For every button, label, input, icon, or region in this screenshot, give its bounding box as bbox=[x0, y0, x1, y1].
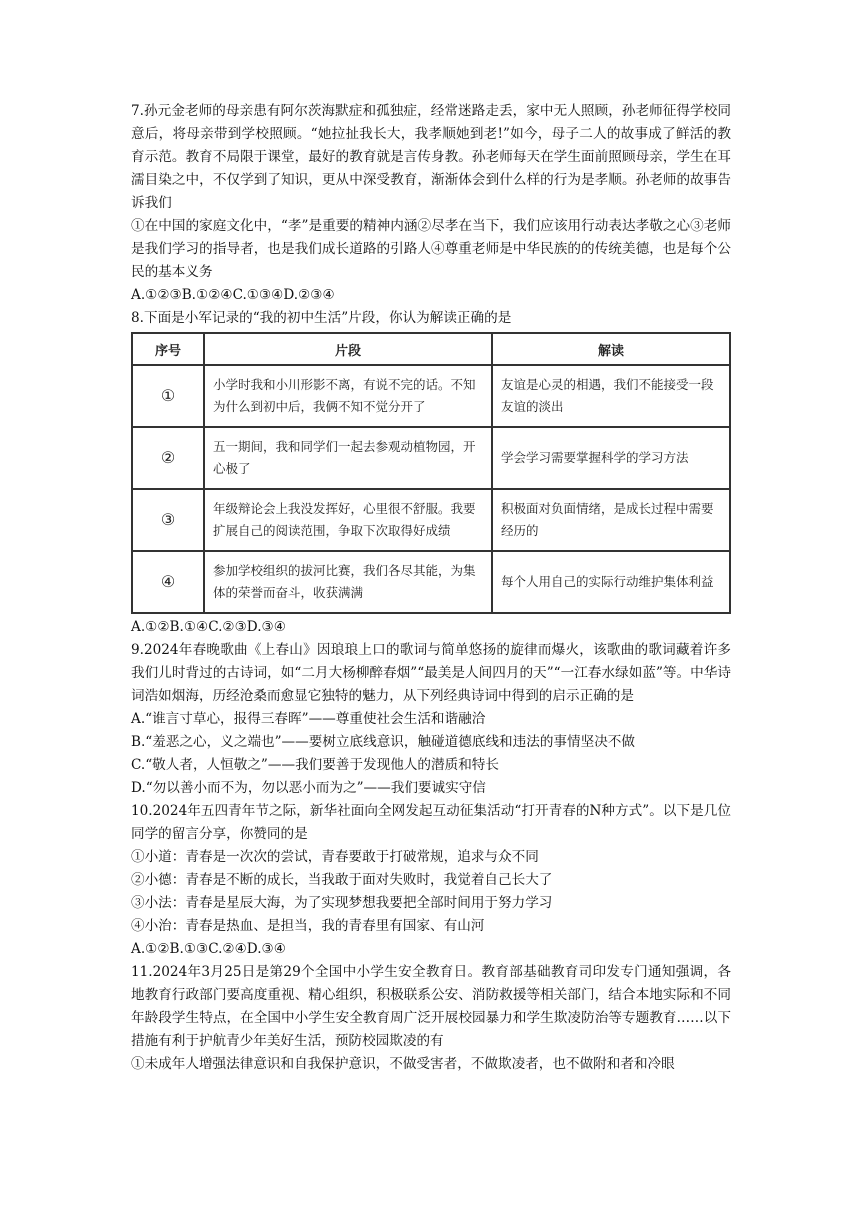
row-reading: 积极面对负面情绪，是成长过程中需要经历的 bbox=[492, 489, 730, 551]
q10-statement-1: ①小道：青春是一次次的尝试，青春要敢于打破常规，追求与众不同 bbox=[131, 849, 539, 865]
header-number: 序号 bbox=[132, 333, 204, 365]
exam-page bbox=[131, 100, 731, 1076]
table-header-row bbox=[132, 333, 730, 365]
row-number: ③ bbox=[132, 489, 204, 551]
q11-statement-1: ①未成年人增强法律意识和自我保护意识，不做受害者，不做欺凌者，也不做附和者和冷眼 bbox=[131, 1056, 675, 1072]
row-number: ② bbox=[132, 427, 204, 489]
q7-options: A.①②③B.①②④C.①③④D.②③④ bbox=[131, 287, 335, 303]
q11-stem: 11.2024年3月25日是第29个全国中小学生安全教育日。教育部基础教育司印发专门通知强调，各地教育行政部门要高度重视、精心组织，积极联系公安、消防救援等相关部门，结合本地实际和不同年龄段学生特点，在全国中小学生安全教育周广泛开展校园暴力和学生欺凌防治等专题教育……以下措施有利于护航青少年美好生活，预防校园欺凌的有 bbox=[131, 964, 731, 1049]
table-row bbox=[132, 427, 730, 489]
question-8 bbox=[131, 307, 731, 639]
question-11 bbox=[131, 961, 731, 1076]
q9-option-b: B.“羞恶之心，义之端也”——要树立底线意识，触碰道德底线和违法的事情坚决不做 bbox=[131, 734, 635, 750]
row-number: ① bbox=[132, 365, 204, 427]
question-10 bbox=[131, 800, 731, 961]
q8-stem: 8.下面是小军记录的“我的初中生活”片段，你认为解读正确的是 bbox=[131, 310, 512, 326]
q10-options: A.①②B.①③C.②④D.③④ bbox=[131, 941, 286, 957]
row-fragment: 参加学校组织的拔河比赛，我们各尽其能，为集体的荣誉而奋斗，收获满满 bbox=[204, 551, 492, 613]
q7-stem: 7.孙元金老师的母亲患有阿尔茨海默症和孤独症，经常迷路走丢，家中无人照顾，孙老师征得学校同意后，将母亲带到学校照顾。“她拉扯我长大，我孝顺她到老!”如今，母子二人的故事成了鲜活的教育示范。教育不局限于课堂，最好的教育就是言传身教。孙老师每天在学生面前照顾母亲，学生在耳濡目染之中，不仅学到了知识，更从中深受教育，渐渐体会到什么样的行为是孝顺。孙老师的故事告诉我们 bbox=[131, 103, 731, 211]
row-number: ④ bbox=[132, 551, 204, 613]
q9-stem: 9.2024年春晚歌曲《上春山》因琅琅上口的歌词与简单悠扬的旋律而爆火，该歌曲的歌词藏着许多我们儿时背过的古诗词，如“二月大杨柳醉春烟”“最美是人间四月的天”“一江春水绿如蓝”等。中华诗词浩如烟海，历经沧桑而愈显它独特的魅力，从下列经典诗词中得到的启示正确的是 bbox=[131, 642, 731, 704]
row-reading: 学会学习需要掌握科学的学习方法 bbox=[492, 427, 730, 489]
table-row bbox=[132, 365, 730, 427]
table-row bbox=[132, 489, 730, 551]
q7-statements: ①在中国的家庭文化中，“孝”是重要的精神内涵②尽孝在当下，我们应该用行动表达孝敬之心③老师是我们学习的指导者，也是我们成长道路的引路人④尊重老师是中华民族的的传统美德，也是每个公民的基本义务 bbox=[131, 218, 731, 280]
fragment-table bbox=[131, 332, 731, 614]
row-reading: 每个人用自己的实际行动维护集体利益 bbox=[492, 551, 730, 613]
row-reading: 友谊是心灵的相遇，我们不能接受一段友谊的淡出 bbox=[492, 365, 730, 427]
question-7 bbox=[131, 100, 731, 307]
question-9 bbox=[131, 639, 731, 800]
row-fragment: 小学时我和小川形影不离，有说不完的话。不知为什么到初中后，我俩不知不觉分开了 bbox=[204, 365, 492, 427]
header-reading: 解读 bbox=[492, 333, 730, 365]
header-fragment: 片段 bbox=[204, 333, 492, 365]
q9-option-a: A.“谁言寸草心，报得三春晖”——尊重使社会生活和谐融洽 bbox=[131, 711, 486, 727]
row-fragment: 五一期间，我和同学们一起去参观动植物园，开心极了 bbox=[204, 427, 492, 489]
q8-options: A.①②B.①④C.②③D.③④ bbox=[131, 619, 286, 635]
q10-statement-2: ②小德：青春是不断的成长，当我敢于面对失败时，我觉着自己长大了 bbox=[131, 872, 553, 888]
table-row bbox=[132, 551, 730, 613]
q10-stem: 10.2024年五四青年节之际，新华社面向全网发起互动征集活动“打开青春的N种方式”。以下是几位同学的留言分享，你赞同的是 bbox=[131, 803, 731, 842]
q10-statement-3: ③小法：青春是星辰大海，为了实现梦想我要把全部时间用于努力学习 bbox=[131, 895, 553, 911]
q10-statement-4: ④小治：青春是热血、是担当，我的青春里有国家、有山河 bbox=[131, 918, 485, 934]
q9-option-d: D.“勿以善小而不为，勿以恶小而为之”——我们要诚实守信 bbox=[131, 780, 486, 796]
row-fragment: 年级辩论会上我没发挥好，心里很不舒服。我要扩展自己的阅读范围，争取下次取得好成绩 bbox=[204, 489, 492, 551]
q9-option-c: C.“敬人者，人恒敬之”——我们要善于发现他人的潜质和特长 bbox=[131, 757, 499, 773]
